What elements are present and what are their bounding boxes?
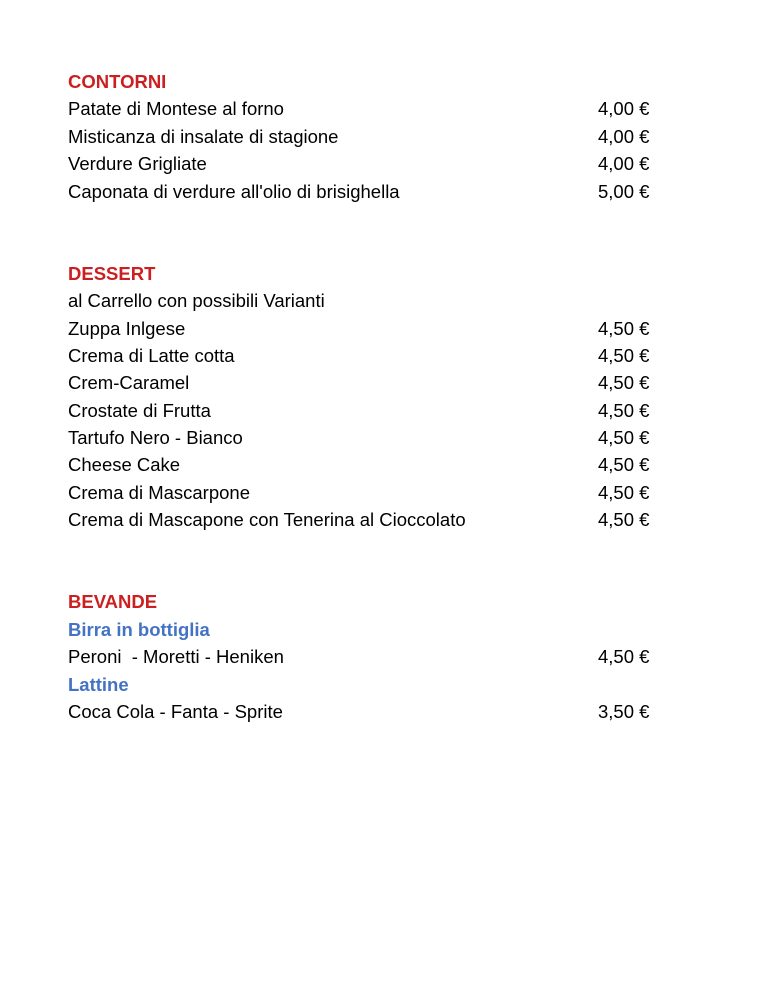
menu-page [68,68,658,725]
item-price: 4,00 € [598,153,650,175]
item-price: 4,50 € [598,399,650,421]
item-name: Peroni - Moretti - Heniken [68,646,284,668]
menu-item [68,342,658,369]
menu-item [68,397,658,424]
menu-item [68,643,658,670]
menu-item [68,315,658,342]
section-title-contorni: CONTORNI [68,71,167,92]
menu-item [68,178,658,205]
menu-item [68,698,658,725]
item-price: 4,00 € [598,98,650,120]
menu-item [68,424,658,451]
section-note: al Carrello con possibili Varianti [68,290,325,312]
subsection-title-lattine: Lattine [68,673,129,695]
item-price: 4,50 € [598,344,650,366]
item-name: Cheese Cake [68,454,181,476]
item-name: Tartufo Nero - Bianco [68,427,243,449]
item-name: Zuppa Inlgese [68,317,186,339]
item-name: Patate di Montese al forno [68,98,284,120]
section-dessert [68,260,658,534]
item-name: Crema di Latte cotta [68,344,235,366]
item-name: Crema di Mascapone con Tenerina al Cioccolato [68,509,466,531]
section-bevande [68,588,658,725]
item-price: 4,50 € [598,509,650,531]
item-price: 5,00 € [598,180,650,202]
section-contorni [68,68,658,205]
item-name: Caponata di verdure all'olio di brisighella [68,180,400,202]
item-price: 4,50 € [598,317,650,339]
menu-item [68,369,658,396]
menu-item [68,150,658,177]
item-price: 4,50 € [598,454,650,476]
menu-item [68,479,658,506]
item-price: 4,50 € [598,427,650,449]
menu-item [68,451,658,478]
item-name: Crema di Mascarpone [68,481,250,503]
menu-item [68,95,658,122]
item-price: 4,00 € [598,125,650,147]
section-spacer [68,534,658,589]
menu-item [68,506,658,533]
item-name: Verdure Grigliate [68,153,207,175]
menu-item [68,123,658,150]
item-price: 4,50 € [598,481,650,503]
item-price: 3,50 € [598,701,650,723]
item-price: 4,50 € [598,646,650,668]
section-title-bevande: BEVANDE [68,591,158,613]
item-name: Misticanza di insalate di stagione [68,125,339,147]
item-name: Crostate di Frutta [68,399,211,421]
item-name: Crem-Caramel [68,372,190,394]
item-name: Coca Cola - Fanta - Sprite [68,701,283,723]
section-spacer [68,205,658,260]
section-title-dessert: DESSERT [68,262,156,284]
subsection-title-birra: Birra in bottiglia [68,618,210,640]
item-price: 4,50 € [598,372,650,394]
